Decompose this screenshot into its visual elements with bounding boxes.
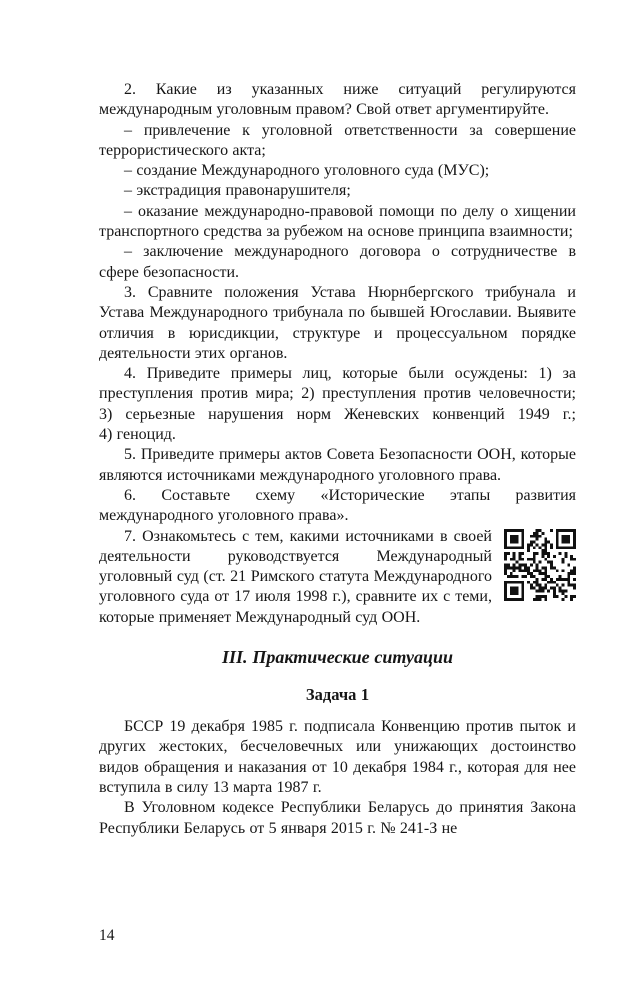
- question-item-7-text: 7. Ознакомьтесь с тем, какими источниками в своей деятельности руководствуется Международный уголовный суд (ст. 21 Римского статута Международного уголовного суда от 17 июля 1998 г.), сравните их с теми, которые применяет Международный суд ООН.: [99, 527, 492, 626]
- page-number: 14: [99, 927, 115, 944]
- question-item-5: 5. Приведите примеры актов Совета Безопасности ООН, которые являются источниками международного уголовного права.: [99, 446, 576, 484]
- question-item-2: 2. Какие из указанных ниже ситуаций регулируются международным уголовным правом? Свой ответ аргументируйте.: [99, 81, 576, 119]
- task-1-paragraph-1: БССР 19 декабря 1985 г. подписала Конвенцию против пыток и других жестоких, бесчеловечных или унижающих достоинство видов обращения и наказания от 10 декабря 1984 г., которая для нее вступила в силу 13 марта 1987 г.: [99, 718, 576, 796]
- question-item-7: [99, 527, 576, 628]
- qr-code-pattern: [504, 529, 576, 601]
- task-1-paragraph-2: В Уголовном кодексе Республики Беларусь до принятия Закона Республики Беларусь от 5 января 2015 г. № 241-З не: [99, 799, 576, 837]
- question-item-6: 6. Составьте схему «Исторические этапы развития международного уголовного права».: [99, 486, 576, 525]
- bullet-treaty-security: – заключение международного договора о сотрудничестве в сфере безопасности.: [99, 243, 576, 281]
- qr-code-icon: [504, 529, 576, 601]
- task-1-heading: Задача 1: [305, 685, 370, 705]
- bullet-icc-creation: – создание Международного уголовного суда (МУС);: [124, 162, 490, 180]
- question-item-3: 3. Сравните положения Устава Нюрнбергского трибунала и Устава Международного трибунала по бывшей Югославии. Выявите отличия в юрисдикции, структуре и процессуальном порядке деятельности этих органов.: [99, 283, 576, 362]
- bullet-terrorist-act: – привлечение к уголовной ответственности за совершение террористического акта;: [99, 121, 576, 159]
- section-heading: III. Практические ситуации: [221, 647, 454, 668]
- question-item-4: 4. Приведите примеры лиц, которые были осуждены: 1) за преступления против мира; 2) преступления против человечности; 3) серьезные нарушения норм Женевских конвенций 1949 г.; 4) геноцид.: [99, 365, 576, 444]
- bullet-legal-assistance: – оказание международно-правовой помощи по делу о хищении транспортного средства за рубежом на основе принципа взаимности;: [99, 202, 576, 241]
- bullet-extradition: – экстрадиция правонарушителя;: [124, 182, 351, 200]
